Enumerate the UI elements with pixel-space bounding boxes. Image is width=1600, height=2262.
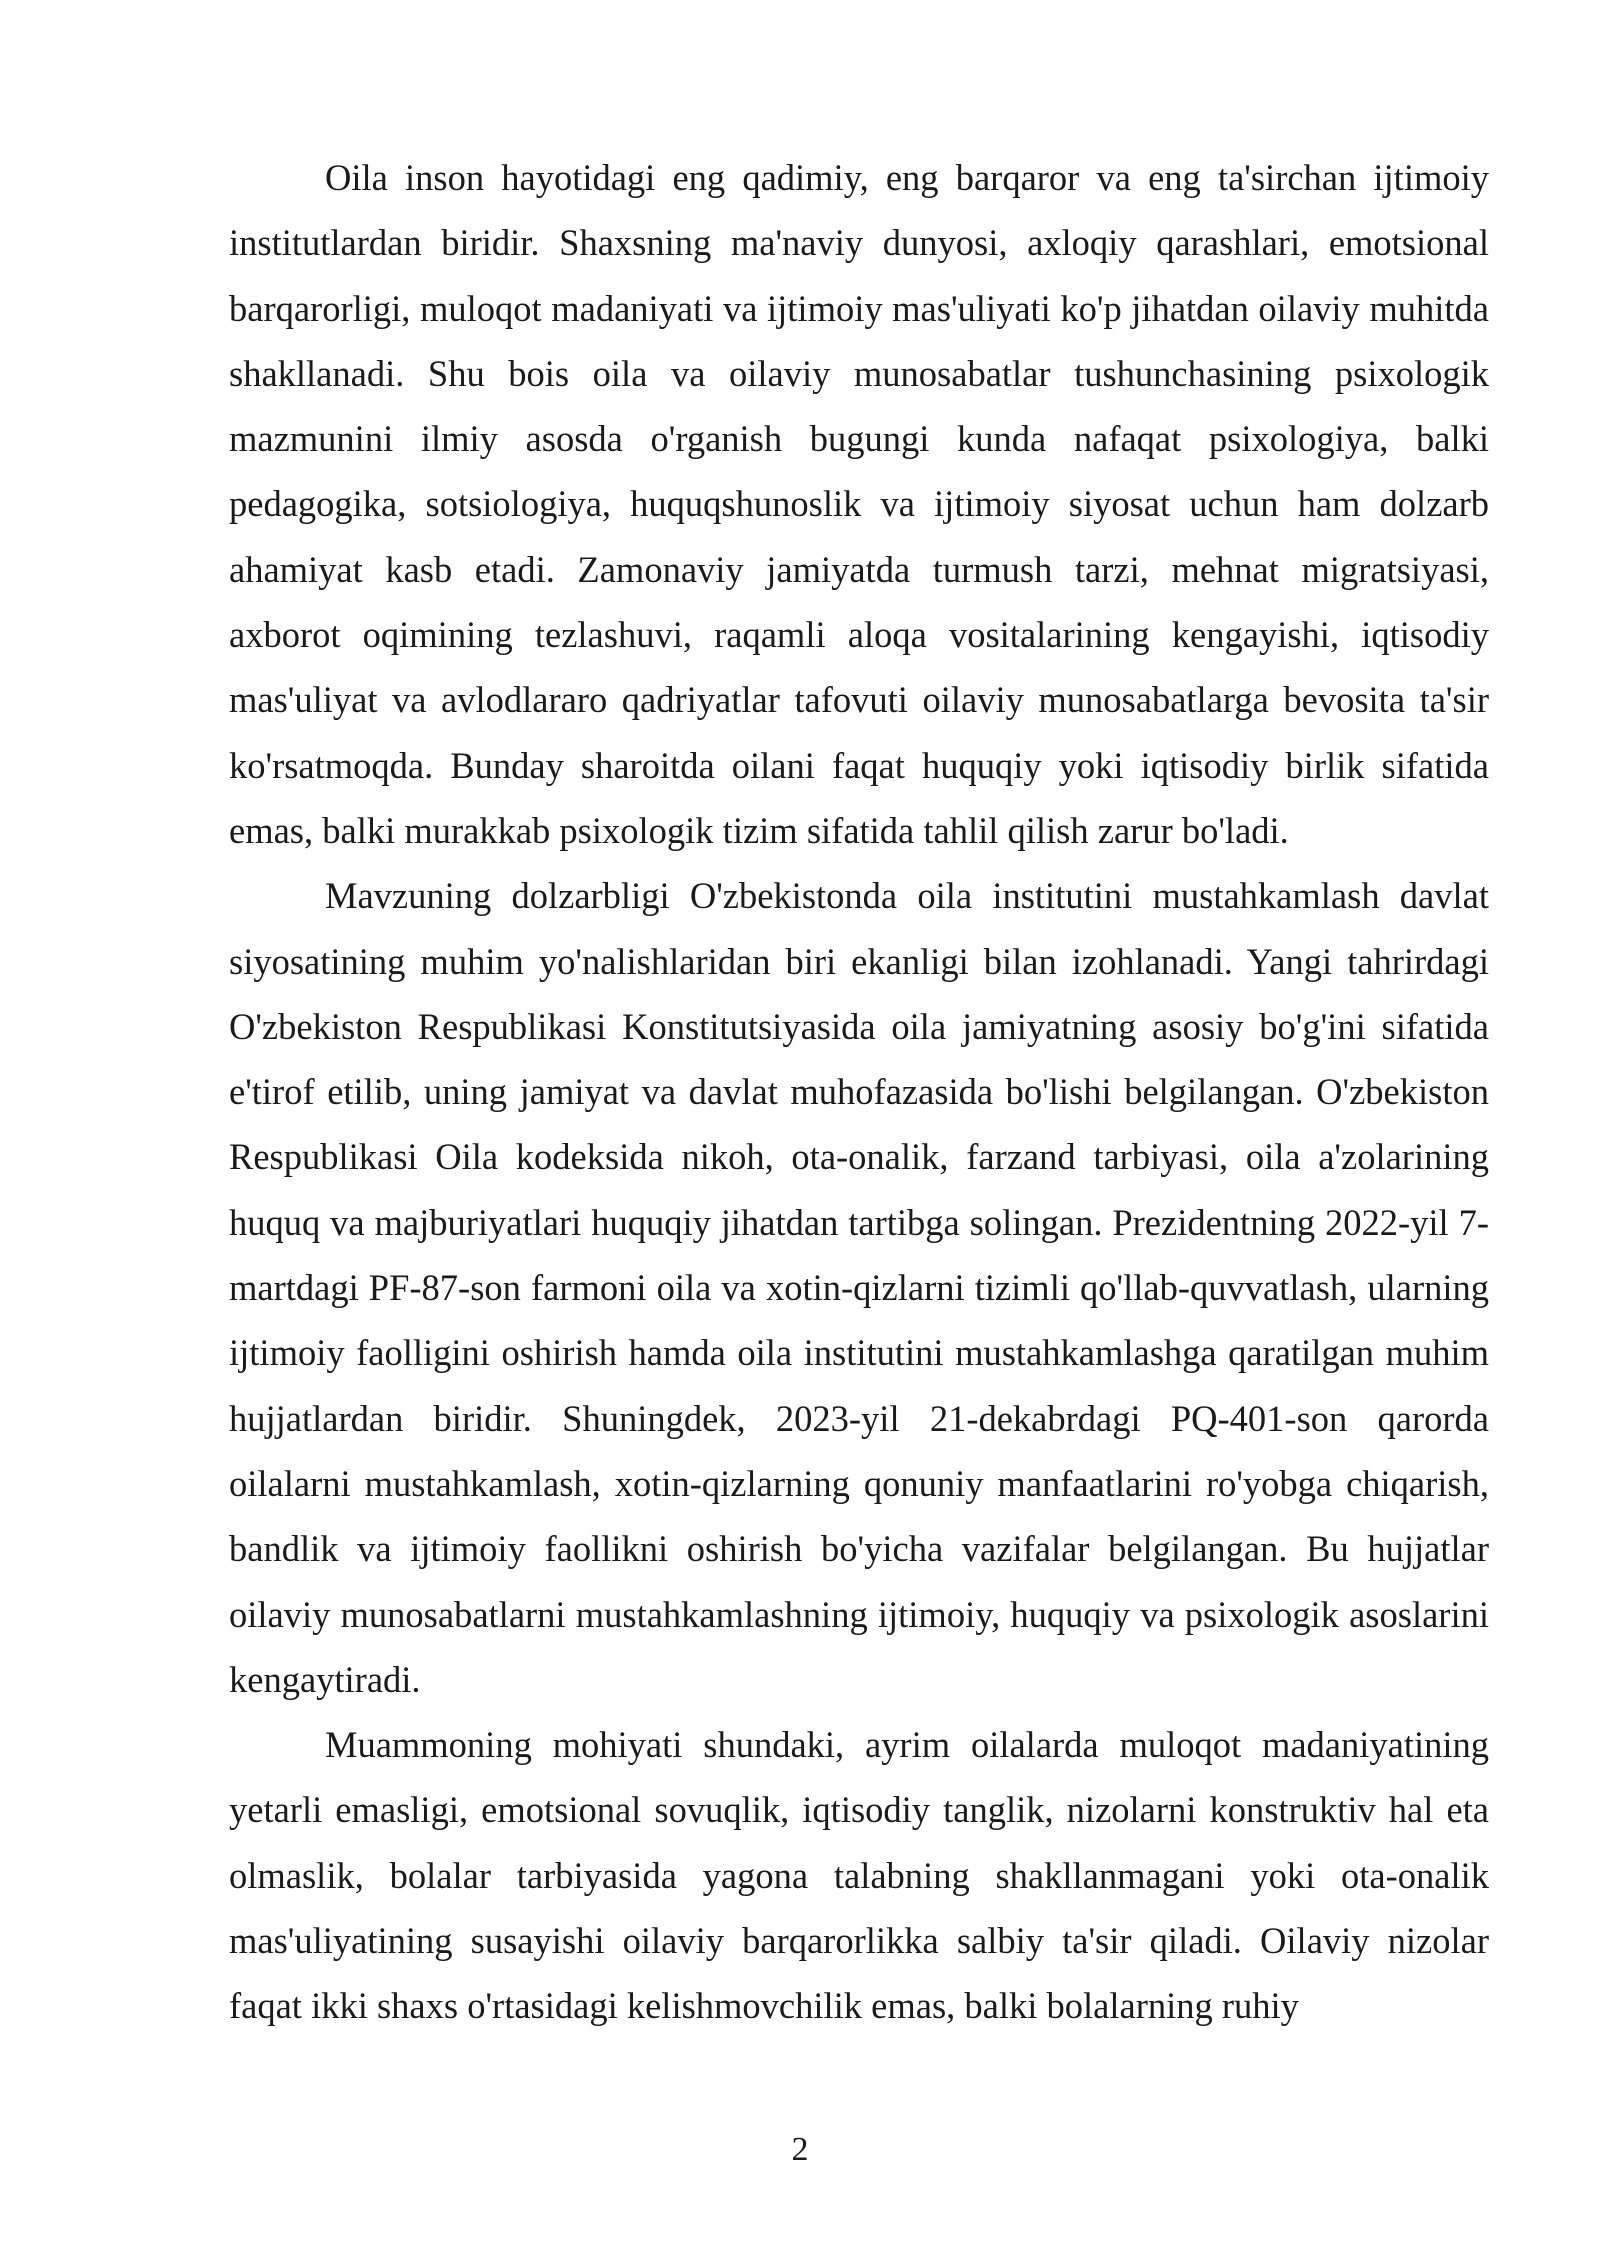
- document-body: [229, 145, 1489, 2039]
- paragraph-topic-relevance: Mavzuning dolzarbligi O'zbekistonda oila institutini mustahkamlash davlat siyosatining muhim yo'nalishlaridan biri ekanligi bilan izohlanadi. Yangi tahrirdagi O'zbekiston Respublikasi Konstitutsiyasida oila jamiyatning asosiy bo'g'ini sifatida e'tirof etilib, uning jamiyat va davlat muhofazasida bo'lishi belgilangan. O'zbekiston Respublikasi Oila kodeksida nikoh, ota-onalik, farzand tarbiyasi, oila a'zolarining huquq va majburiyatlari huquqiy jihatdan tartibga solingan. Prezidentning 2022-yil 7-martdagi PF-87-son farmoni oila va xotin-qizlarni tizimli qo'llab-quvvatlash, ularning ijtimoiy faolligini oshirish hamda oila institutini mustahkamlashga qaratilgan muhim hujjatlardan biridir. Shuningdek, 2023-yil 21-dekabrdagi PQ-401-son qarorda oilalarni mustahkamlash, xotin-qizlarning qonuniy manfaatlarini ro'yobga chiqarish, bandlik va ijtimoiy faollikni oshirish bo'yicha vazifalar belgilangan. Bu hujjatlar oilaviy munosabatlarni mustahkamlashning ijtimoiy, huquqiy va psixologik asoslarini kengaytiradi.: [229, 875, 1489, 1700]
- paragraph-family-introduction: Oila inson hayotidagi eng qadimiy, eng barqaror va eng ta'sirchan ijtimoiy institutlardan biridir. Shaxsning ma'naviy dunyosi, axloqiy qarashlari, emotsional barqarorligi, muloqot madaniyati va ijtimoiy mas'uliyati ko'p jihatdan oilaviy muhitda shakllanadi. Shu bois oila va oilaviy munosabatlar tushunchasining psixologik mazmunini ilmiy asosda o'rganish bugungi kunda nafaqat psixologiya, balki pedagogika, sotsiologiya, huquqshunoslik va ijtimoiy siyosat uchun ham dolzarb ahamiyat kasb etadi. Zamonaviy jamiyatda turmush tarzi, mehnat migratsiyasi, axborot oqimining tezlashuvi, raqamli aloqa vositalarining kengayishi, iqtisodiy mas'uliyat va avlodlararo qadriyatlar tafovuti oilaviy munosabatlarga bevosita ta'sir ko'rsatmoqda. Bunday sharoitda oilani faqat huquqiy yoki iqtisodiy birlik sifatida emas, balki murakkab psixologik tizim sifatida tahlil qilish zarur bo'ladi.: [229, 157, 1489, 851]
- paragraph-problem-essence: Muammoning mohiyati shundaki, ayrim oilalarda muloqot madaniyatining yetarli emasligi, emotsional sovuqlik, iqtisodiy tanglik, nizolarni konstruktiv hal eta olmaslik, bolalar tarbiyasida yagona talabning shakllanmagani yoki ota-onalik mas'uliyatining susayishi oilaviy barqarorlikka salbiy ta'sir qiladi. Oilaviy nizolar faqat ikki shaxs o'rtasidagi kelishmovchilik emas, balki bolalarning ruhiy: [229, 1724, 1489, 2027]
- page-number: 2: [791, 2131, 809, 2168]
